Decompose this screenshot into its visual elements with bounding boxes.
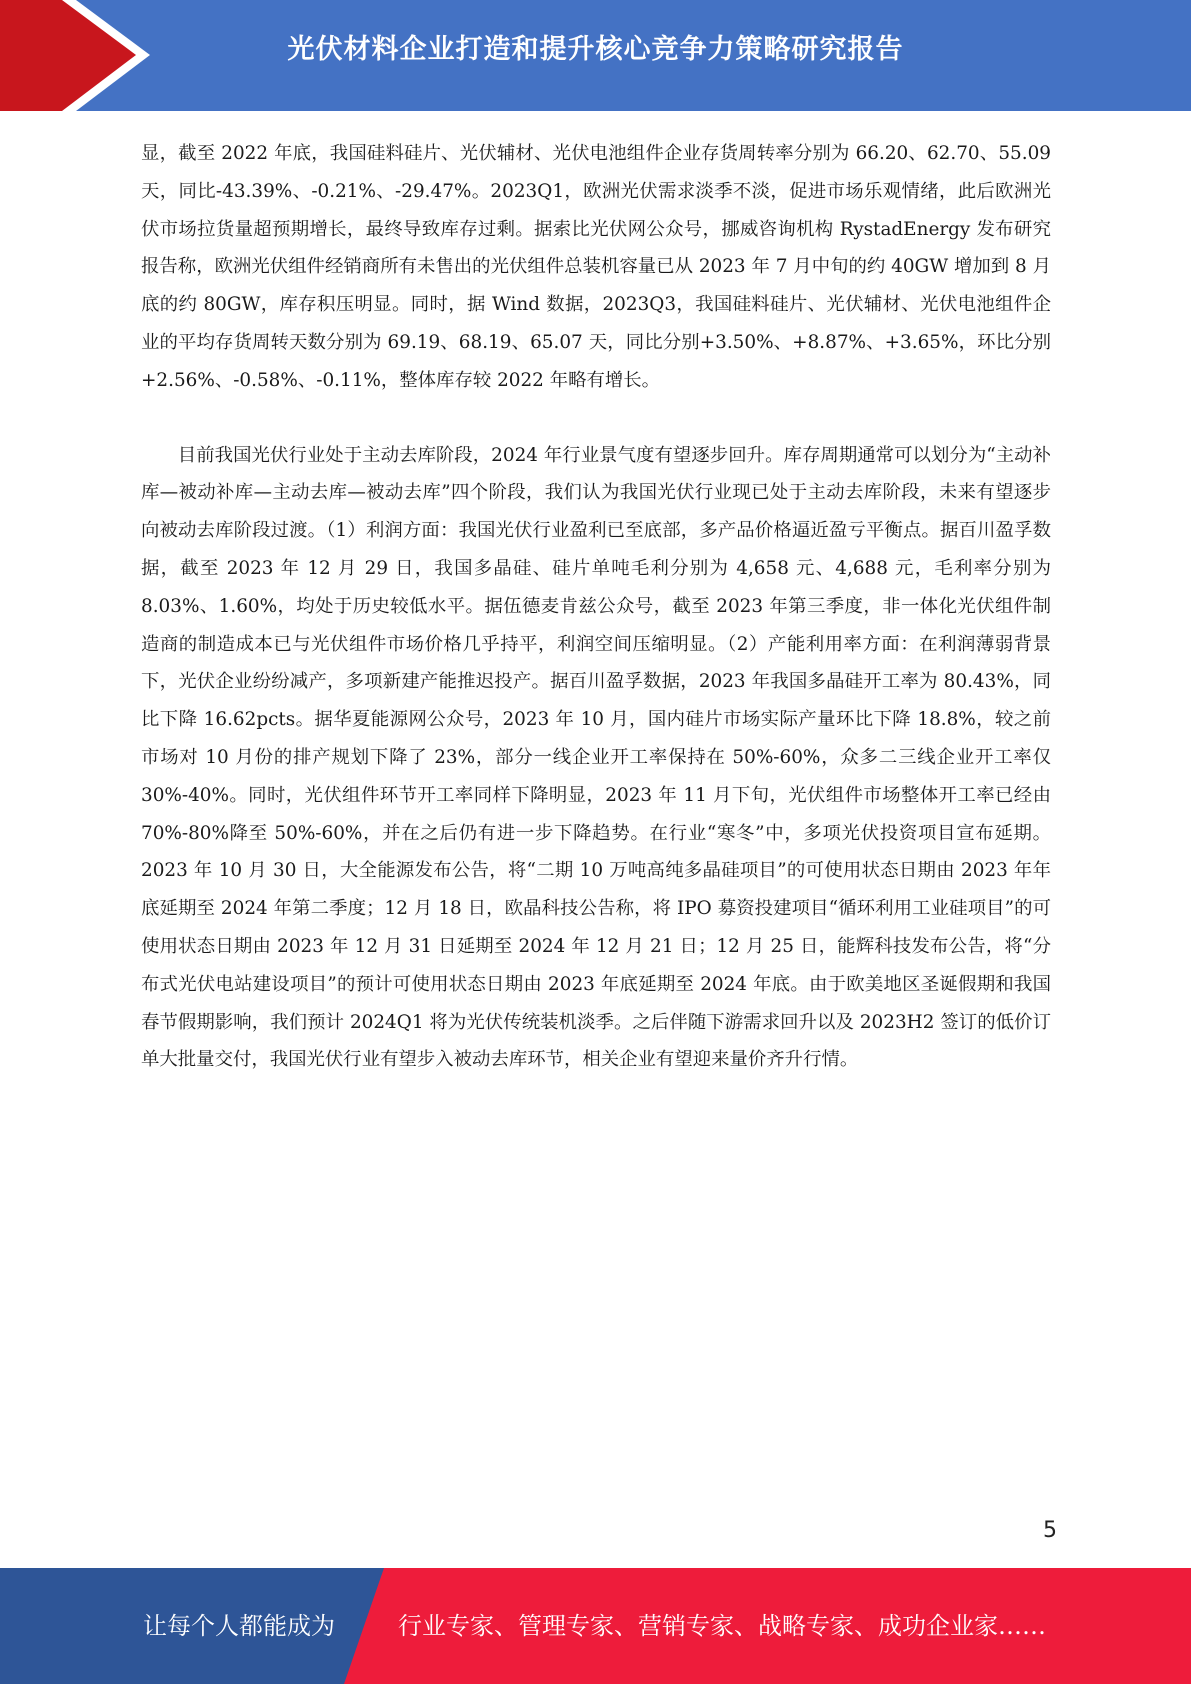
page-header <box>0 0 1191 111</box>
page-footer <box>0 1568 1191 1684</box>
body-paragraph-1: 显，截至 2022 年底，我国硅料硅片、光伏辅材、光伏电池组件企业存货周转率分别为 66.20、62.70、55.09 天，同比-43.39%、-0.21%、-29.47%。2023Q1，欧洲光伏需求淡季不淡，促进市场乐观情绪，此后欧洲光伏市场拉货量超预期增长，最终导致库存过剩。据索比光伏网公众号，挪威咨询机构 RystadEnergy 发布研究报告称，欧洲光伏组件经销商所有未售出的光伏组件总装机容量已从 2023 年 7 月中旬的约 40GW 增加到 8 月底的约 80GW，库存积压明显。同时，据 Wind 数据，2023Q3，我国硅料硅片、光伏辅材、光伏电池组件企业的平均存货周转天数分别为 69.19、68.19、65.07 天，同比分别+3.50%、+8.87%、+3.65%，环比分别+2.56%、-0.58%、-0.11%，整体库存较 2022 年略有增长。 <box>141 143 1051 391</box>
footer-slogan-right: 行业专家、管理专家、营销专家、战略专家、成功企业家…… <box>398 1612 1046 1640</box>
document-body <box>141 135 1051 1079</box>
footer-slogan-left: 让每个人都能成为 <box>143 1612 335 1640</box>
page-number: 5 <box>1043 1518 1057 1543</box>
header-title: 光伏材料企业打造和提升核心竞争力策略研究报告 <box>287 34 904 65</box>
body-paragraph-2: 目前我国光伏行业处于主动去库阶段，2024 年行业景气度有望逐步回升。库存周期通常可以划分为“主动补库—被动补库—主动去库—被动去库”四个阶段，我们认为我国光伏行业现已处于主动去库阶段，未来有望逐步向被动去库阶段过渡。（1）利润方面：我国光伏行业盈利已至底部，多产品价格逼近盈亏平衡点。据百川盈孚数据，截至 2023 年 12 月 29 日，我国多晶硅、硅片单吨毛利分别为 4,658 元、4,688 元，毛利率分别为 8.03%、1.60%，均处于历史较低水平。据伍德麦肯兹公众号，截至 2023 年第三季度，非一体化光伏组件制造商的制造成本已与光伏组件市场价格几乎持平，利润空间压缩明显。（2）产能利用率方面：在利润薄弱背景下，光伏企业纷纷减产，多项新建产能推迟投产。据百川盈孚数据，2023 年我国多晶硅开工率为 80.43%，同比下降 16.62pcts。据华夏能源网公众号，2023 年 10 月，国内硅片市场实际产量环比下降 18.8%，较之前市场对 10 月份的排产规划下降了 23%，部分一线企业开工率保持在 50%-60%，众多二三线企业开工率仅 30%-40%。同时，光伏组件环节开工率同样下降明显，2023 年 11 月下旬，光伏组件市场整体开工率已经由 70%-80%降至 50%-60%，并在之后仍有进一步下降趋势。在行业“寒冬”中，多项光伏投资项目宣布延期。2023 年 10 月 30 日，大全能源发布公告，将“二期 10 万吨高纯多晶硅项目”的可使用状态日期由 2023 年年底延期至 2024 年第二季度；12 月 18 日，欧晶科技公告称，将 IPO 募资投建项目“循环利用工业硅项目”的可使用状态日期由 2023 年 12 月 31 日延期至 2024 年 12 月 21 日；12 月 25 日，能辉科技发布公告，将“分布式光伏电站建设项目”的预计可使用状态日期由 2023 年底延期至 2024 年底。由于欧美地区圣诞假期和我国春节假期影响，我们预计 2024Q1 将为光伏传统装机淡季。之后伴随下游需求回升以及 2023H2 签订的低价订单大批量交付，我国光伏行业有望步入被动去库环节，相关企业有望迎来量价齐升行情。 <box>141 444 1051 1071</box>
